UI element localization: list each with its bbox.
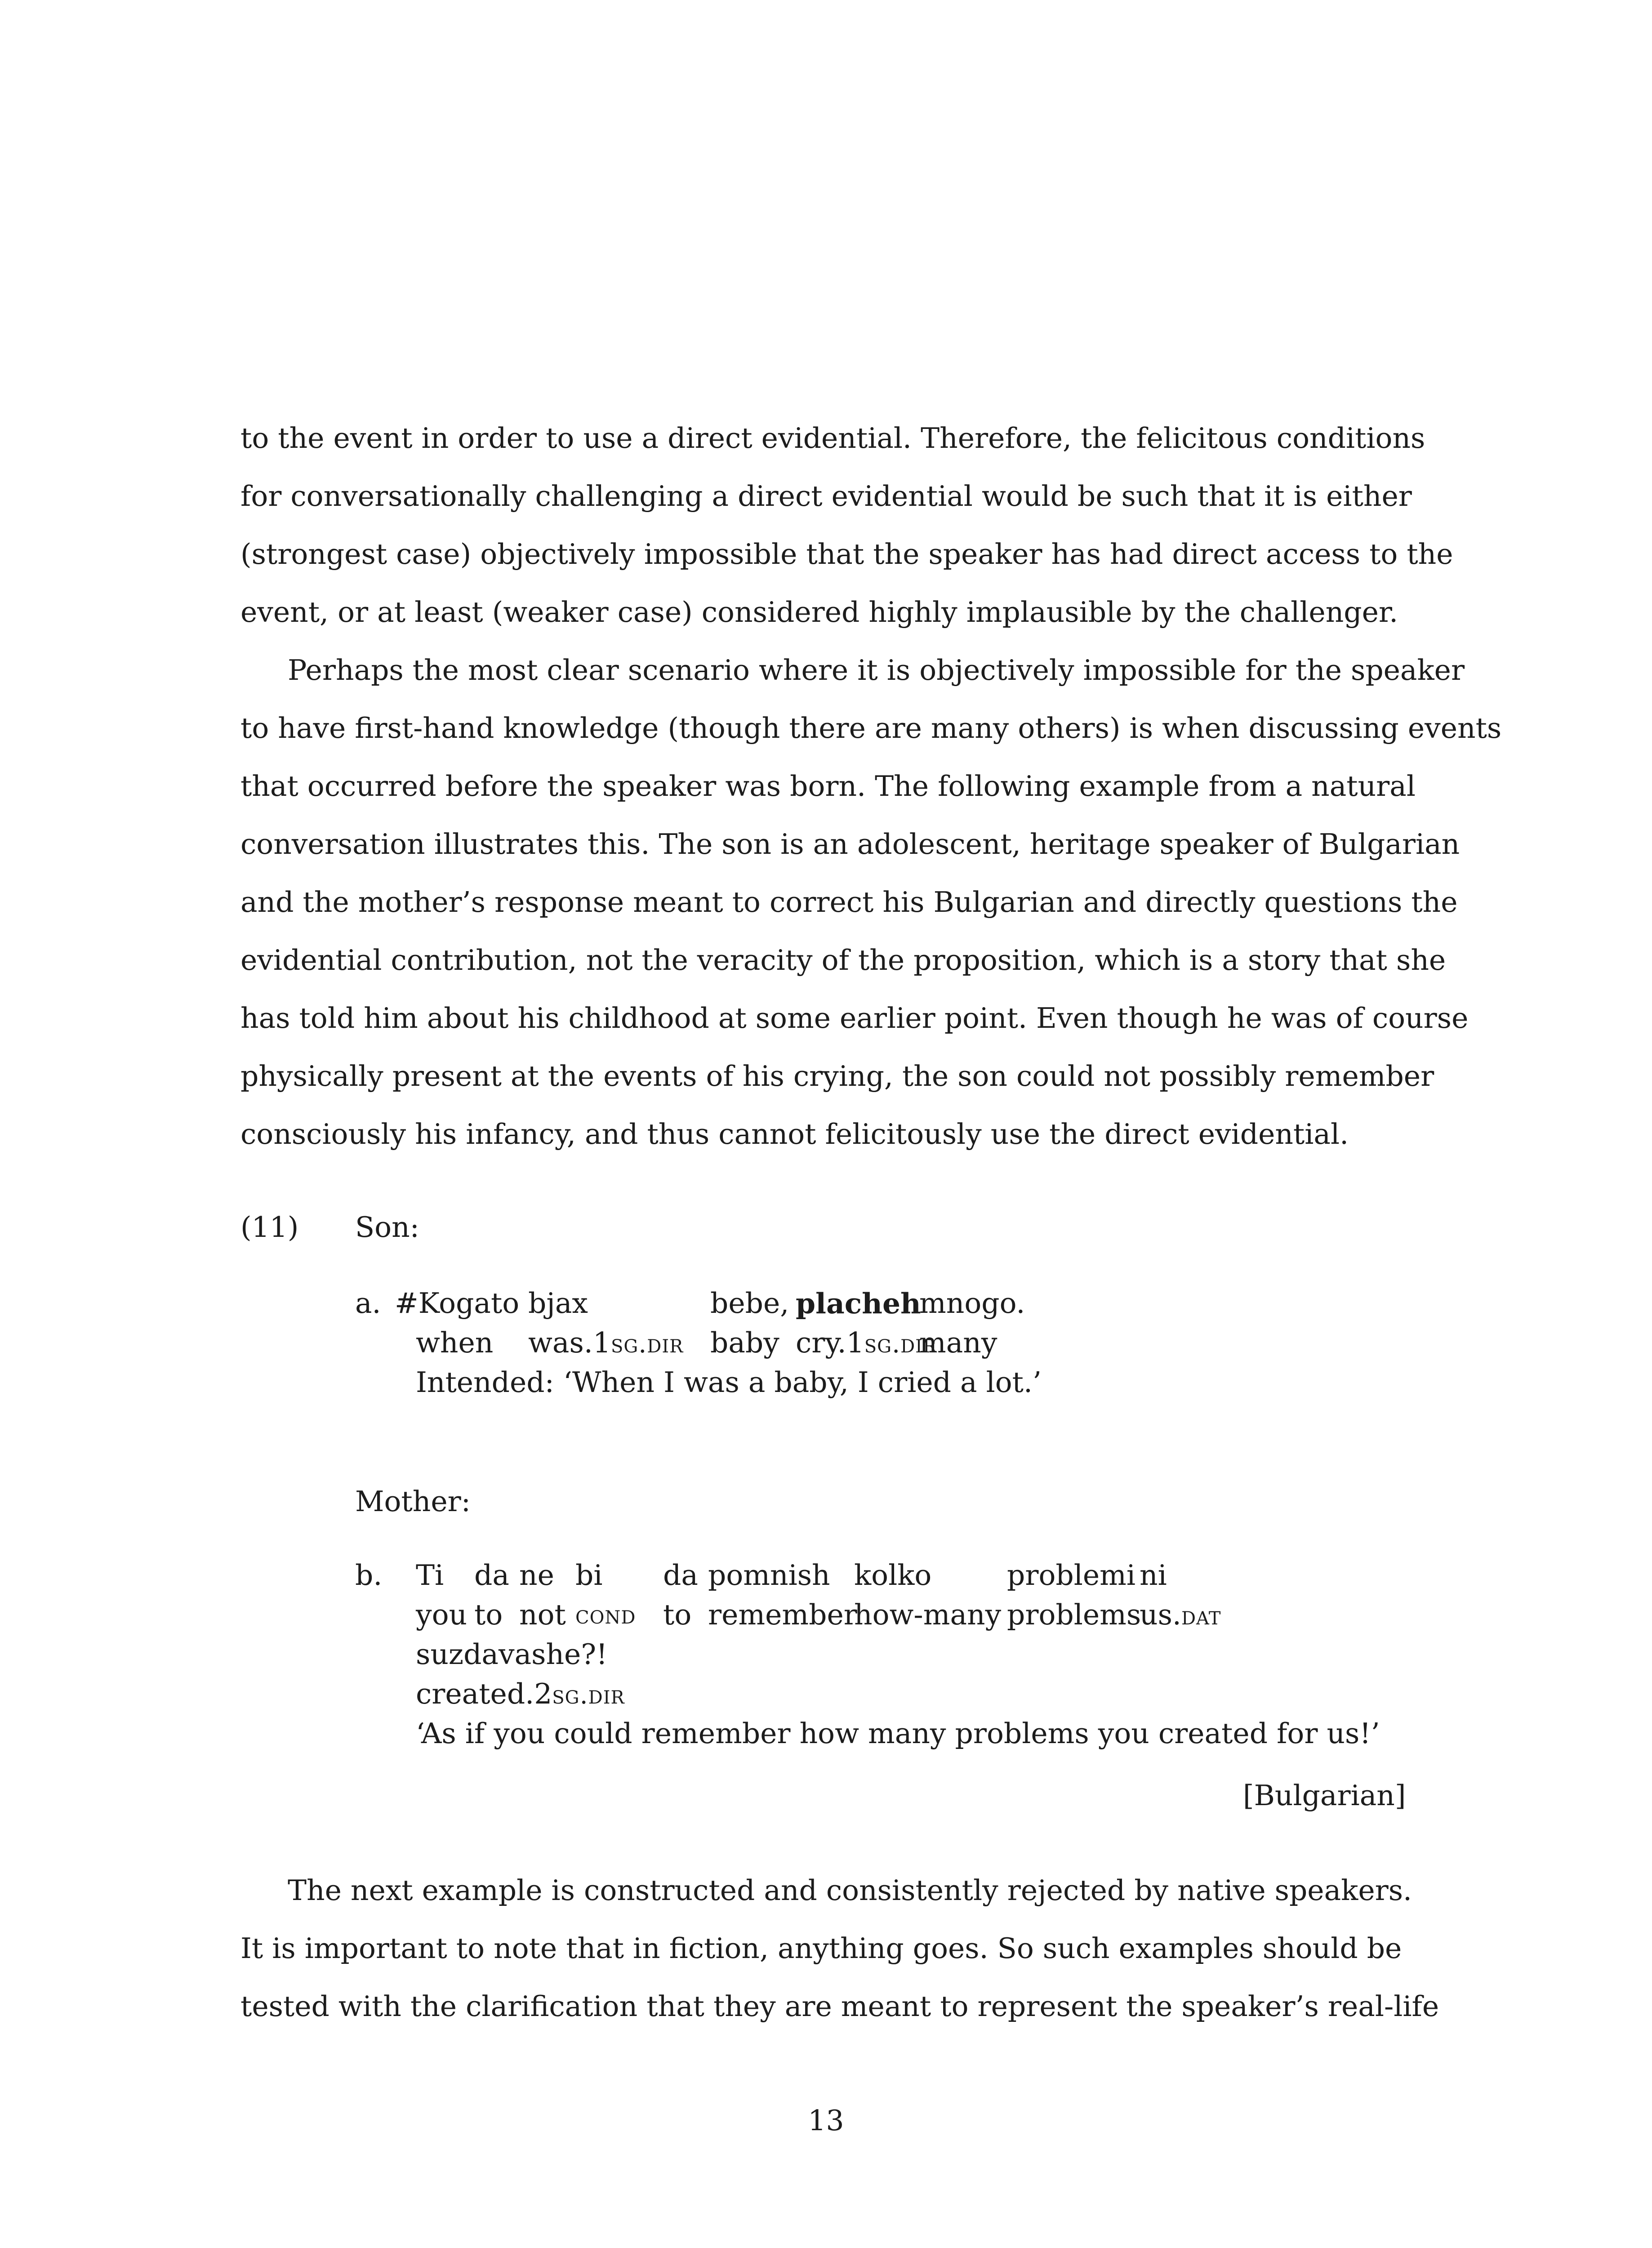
gloss-word: you: [416, 1598, 468, 1631]
gloss-word: not: [519, 1598, 566, 1631]
item-label: a.: [355, 1287, 381, 1320]
source-word: bjax: [528, 1287, 588, 1320]
text-line: to have first-hand knowledge (though there are many others) is when discussing events: [240, 712, 1502, 745]
gloss-item-a: [355, 1284, 1389, 1418]
language-tag: [Bulgarian]: [1243, 1779, 1406, 1812]
gloss-word: how-many: [854, 1598, 1002, 1631]
gloss-word: many: [919, 1326, 997, 1359]
source-word: kolko: [854, 1559, 932, 1592]
translation: Intended: ‘When I was a baby, I cried a lot.’: [416, 1366, 1042, 1399]
gloss-item-b: [355, 1556, 1389, 1753]
gloss-word: baby: [710, 1326, 779, 1359]
text-line: evidential contribution, not the veracity of the proposition, which is a story that she: [240, 944, 1446, 977]
paragraph-3: [240, 1861, 1439, 2035]
source-word: pomnish: [708, 1559, 830, 1592]
text-line: and the mother’s response meant to correct his Bulgarian and directly questions the: [240, 886, 1458, 919]
text-line: Perhaps the most clear scenario where it is objectively impossible for the speaker: [288, 654, 1465, 687]
text-line: for conversationally challenging a direct evidential would be such that it is either: [240, 480, 1412, 513]
text-line: to the event in order to use a direct evidential. Therefore, the felicitous conditions: [240, 422, 1425, 455]
text-line: (strongest case) objectively impossible that the speaker has had direct access to the: [240, 538, 1453, 571]
source-word: bi: [575, 1559, 603, 1592]
text-line: The next example is constructed and consistently rejected by native speakers.: [288, 1874, 1412, 1907]
gloss-word: remember: [708, 1598, 857, 1631]
source-word-bold: placheh: [796, 1287, 921, 1320]
text-line: It is important to note that in fiction, anything goes. So such examples should be: [240, 1932, 1402, 1965]
gloss-word: created.2sg.dir: [416, 1677, 625, 1710]
gloss-word: was.1sg.dir: [528, 1326, 684, 1359]
source-word: Ti: [416, 1559, 444, 1592]
translation: ‘As if you could remember how many problems you created for us!’: [416, 1717, 1380, 1750]
paragraph-1: [240, 409, 1453, 641]
text-line: physically present at the events of his crying, the son could not possibly remember: [240, 1060, 1434, 1093]
source-word: mnogo.: [919, 1287, 1025, 1320]
gloss-word: us.dat: [1140, 1598, 1221, 1631]
source-word: problemi: [1007, 1559, 1136, 1592]
text-line: conversation illustrates this. The son is an adolescent, heritage speaker of Bulgarian: [240, 828, 1460, 861]
text-line: event, or at least (weaker case) considered highly implausible by the challenger.: [240, 596, 1398, 629]
speaker-mother: Mother:: [355, 1485, 471, 1518]
source-word: ni: [1140, 1559, 1167, 1592]
paragraph-2: [240, 641, 1502, 1163]
source-word: da: [474, 1559, 509, 1592]
page-number: 13: [808, 2104, 844, 2137]
source-word: ne: [519, 1559, 554, 1592]
speaker-son: Son:: [355, 1211, 419, 1244]
gloss-word: cry.1sg.dir: [796, 1326, 937, 1359]
gloss-word: to: [663, 1598, 692, 1631]
source-word: da: [663, 1559, 698, 1592]
source-word: #Kogato: [395, 1287, 520, 1320]
gloss-word: when: [416, 1326, 494, 1359]
gloss-word: problems: [1007, 1598, 1141, 1631]
source-word: suzdavashe?!: [416, 1638, 608, 1671]
example-number: (11): [240, 1211, 299, 1244]
gloss-word: cond: [575, 1600, 636, 1630]
text-line: has told him about his childhood at some earlier point. Even though he was of course: [240, 1002, 1469, 1035]
item-label: b.: [355, 1559, 383, 1592]
source-word: bebe,: [710, 1287, 789, 1320]
text-line: tested with the clarification that they are meant to represent the speaker’s real-life: [240, 1990, 1439, 2023]
text-line: that occurred before the speaker was born. The following example from a natural: [240, 770, 1416, 803]
gloss-word: to: [474, 1598, 503, 1631]
text-line: consciously his infancy, and thus cannot felicitously use the direct evidential.: [240, 1118, 1349, 1151]
